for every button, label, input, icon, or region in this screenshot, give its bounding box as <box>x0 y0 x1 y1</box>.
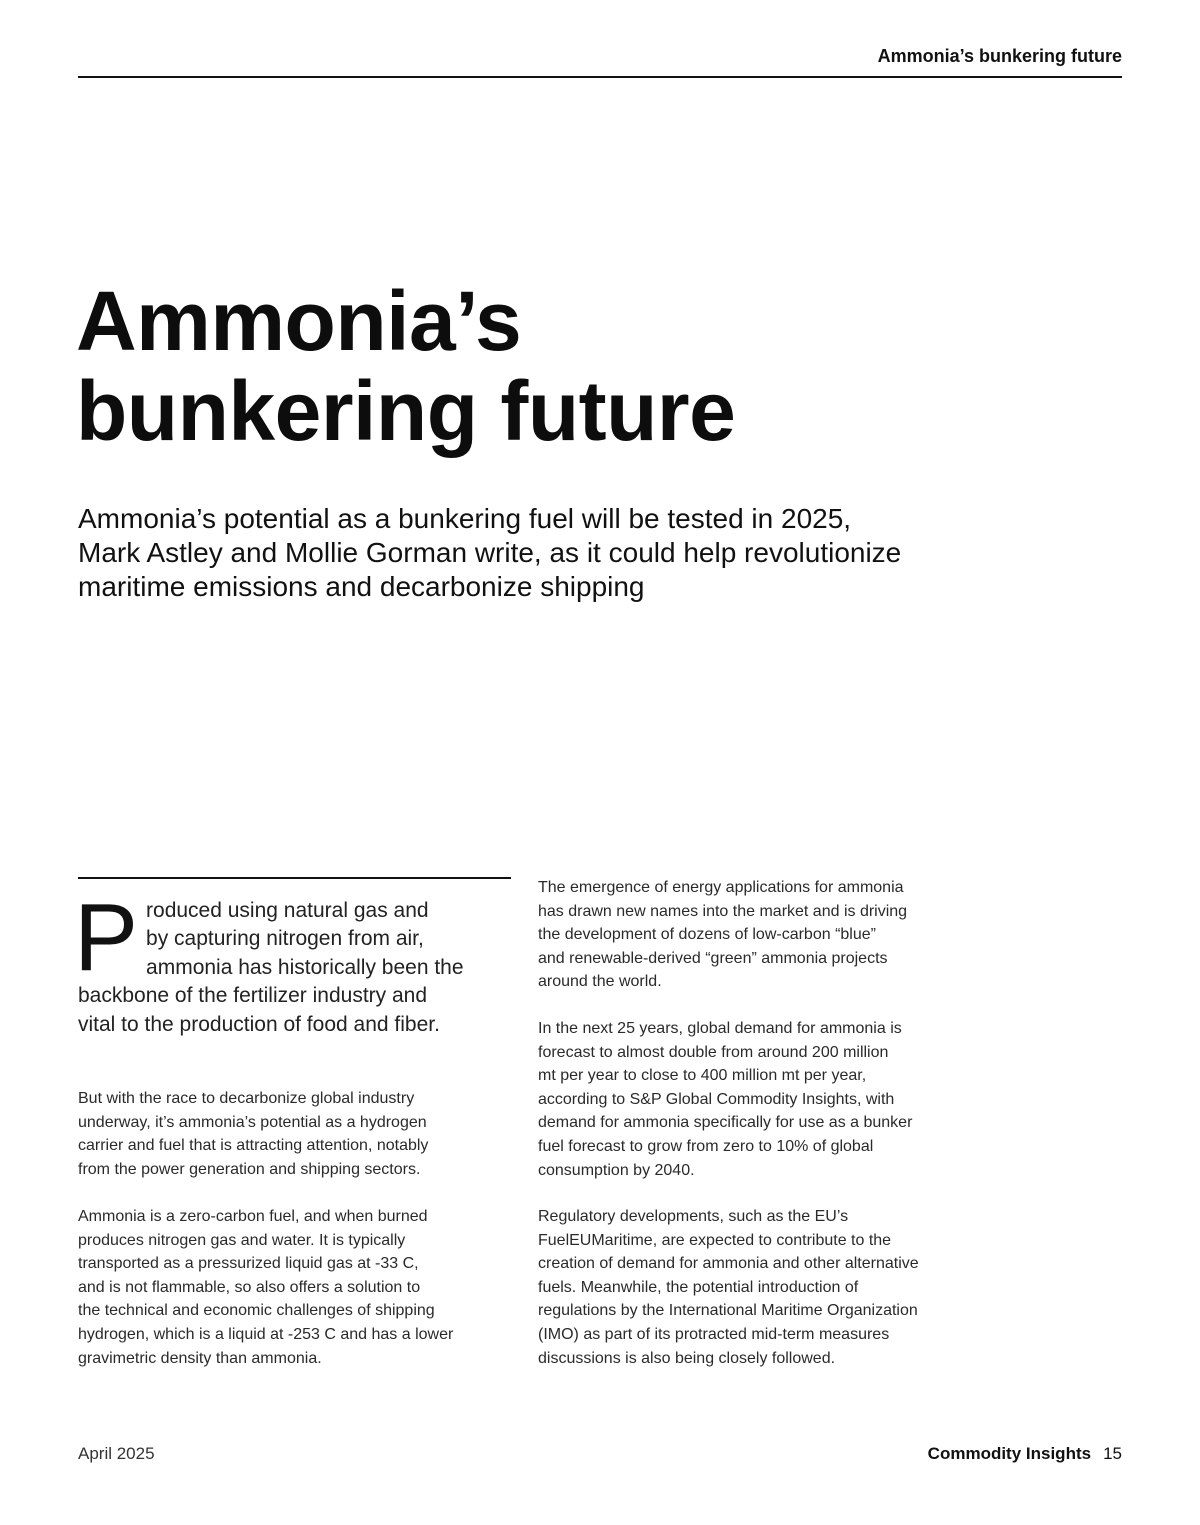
standfirst-line: Mark Astley and Mollie Gorman write, as it could help revolutionize <box>78 537 902 568</box>
article-title-line: Ammonia’s <box>76 274 522 368</box>
article-standfirst <box>78 502 1038 604</box>
paragraph-line: forecast to almost double from around 200 million <box>538 1043 889 1061</box>
standfirst-line: maritime emissions and decarbonize shipping <box>78 571 645 602</box>
paragraph-line: carrier and fuel that is attracting attention, notably <box>78 1137 429 1155</box>
paragraph-line: creation of demand for ammonia and other alternative <box>538 1255 919 1273</box>
paragraph-line: according to S&P Global Commodity Insights, with <box>538 1090 895 1108</box>
paragraph-line: around the world. <box>538 973 662 991</box>
page-number: 15 <box>1103 1444 1122 1463</box>
paragraph-line: FuelEUMaritime, are expected to contribute to the <box>538 1231 892 1249</box>
column-divider <box>78 877 511 879</box>
lede-line: backbone of the fertilizer industry and <box>78 984 428 1008</box>
paragraph-line: gravimetric density than ammonia. <box>78 1349 322 1367</box>
running-header-title: Ammonia’s bunkering future <box>877 46 1122 66</box>
paragraph-line: fuels. Meanwhile, the potential introduction of <box>538 1278 859 1296</box>
body-paragraph <box>78 1205 508 1370</box>
drop-cap: P <box>74 884 139 991</box>
paragraph-line: The emergence of energy applications for ammonia <box>538 879 904 896</box>
header-divider <box>78 76 1122 78</box>
paragraph-line: and is not flammable, so also offers a solution to <box>78 1278 421 1296</box>
footer-publication <box>928 1444 1122 1464</box>
lede-line: vital to the production of food and fiber. <box>78 1012 440 1036</box>
paragraph-line: hydrogen, which is a liquid at -253 C and has a lower <box>78 1325 454 1343</box>
body-paragraph <box>538 1017 978 1182</box>
lede-line: roduced using natural gas and <box>146 899 429 922</box>
paragraph-line: demand for ammonia specifically for use as a bunker <box>538 1114 913 1132</box>
lede-line: ammonia has historically been the <box>146 955 464 979</box>
paragraph-line: produces nitrogen gas and water. It is typically <box>78 1231 406 1249</box>
footer-date: April 2025 <box>78 1444 155 1463</box>
paragraph-line: mt per year to close to 400 million mt per year, <box>538 1067 867 1085</box>
paragraph-line: the technical and economic challenges of shipping <box>78 1302 435 1320</box>
paragraph-line: (IMO) as part of its protracted mid-term measures <box>538 1325 890 1343</box>
paragraph-line: Ammonia is a zero-carbon fuel, and when burned <box>78 1208 428 1225</box>
paragraph-line: has drawn new names into the market and is driving <box>538 902 908 920</box>
body-paragraph <box>538 1205 978 1370</box>
paragraph-line: But with the race to decarbonize global industry <box>78 1090 415 1107</box>
paragraph-line: transported as a pressurized liquid gas at -33 C, <box>78 1255 419 1273</box>
body-paragraph <box>538 876 978 994</box>
paragraph-line: regulations by the International Maritime Organization <box>538 1302 918 1320</box>
lede-line: by capturing nitrogen from air, <box>146 927 424 951</box>
article-title-line: bunkering future <box>76 364 736 458</box>
paragraph-line: fuel forecast to grow from zero to 10% of global <box>538 1137 874 1155</box>
paragraph-line: In the next 25 years, global demand for ammonia is <box>538 1020 902 1037</box>
body-paragraph <box>78 1087 508 1181</box>
paragraph-line: from the power generation and shipping sectors. <box>78 1160 421 1178</box>
standfirst-line: Ammonia’s potential as a bunkering fuel will be tested in 2025, <box>78 503 852 534</box>
paragraph-line: the development of dozens of low-carbon “blue” <box>538 926 876 944</box>
paragraph-line: consumption by 2040. <box>538 1161 695 1179</box>
paragraph-line: underway, it’s ammonia’s potential as a hydrogen <box>78 1113 427 1131</box>
lede-paragraph <box>74 884 510 1039</box>
paragraph-line: discussions is also being closely followed. <box>538 1349 836 1367</box>
paragraph-line: and renewable-derived “green” ammonia projects <box>538 949 888 967</box>
footer-brand: Commodity Insights <box>927 1444 1092 1463</box>
paragraph-line: Regulatory developments, such as the EU’s <box>538 1208 849 1225</box>
article-title <box>76 276 735 456</box>
